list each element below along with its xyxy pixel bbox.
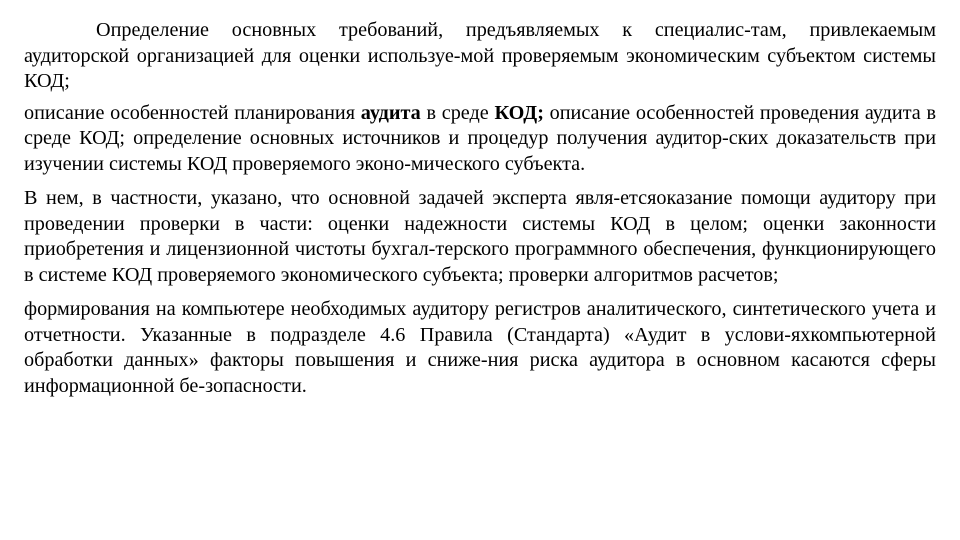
paragraph-requirements: Определение основных требований, предъявляемых к специалис-там, привлекаемым аудиторской организацией для оценки используе-мой проверяемым экономическим субъектом системы КОД; [24,19,936,92]
paragraph-planning [24,101,936,178]
paragraph-planning-text-1: описание особенностей планирования [24,101,361,124]
slide-text-body [24,18,936,399]
paragraph-planning-bold-audit: аудита [360,101,421,124]
paragraph-expert-task: В нем, в частности, указано, что основной задачей эксперта явля-етсяоказание помощи аудитору при проведении проверки в части: оценки надежности системы КОД в целом; оценки законности приобретения и лицензионной чистоты бухгал-терского программного обеспечения, функционирующего в системе КОД проверяемого экономического субъекта; проверки алгоритмов расчетов; [24,187,936,286]
paragraph-planning-bold-kod: КОД; [494,101,544,124]
paragraph-planning-text-2: в среде [420,101,495,124]
paragraph-planning-text-3: описание особенностей проведения аудита в среде КОД; определение основных источников и процедур получения аудитор-ских доказательств при изучении системы КОД проверяемого эконо-мического субъекта. [24,101,936,175]
paragraph-risk-factors: формирования на компьютере необходимых аудитору регистров аналитического, синтетического учета и отчетности. Указанные в подразделе 4.6 Правила (Стандарта) «Аудит в услови-яхкомпьютерной обработки данных» факторы повышения и сниже-ния риска аудитора в основном касаются сферы информационной бе-зопасности. [24,298,936,397]
